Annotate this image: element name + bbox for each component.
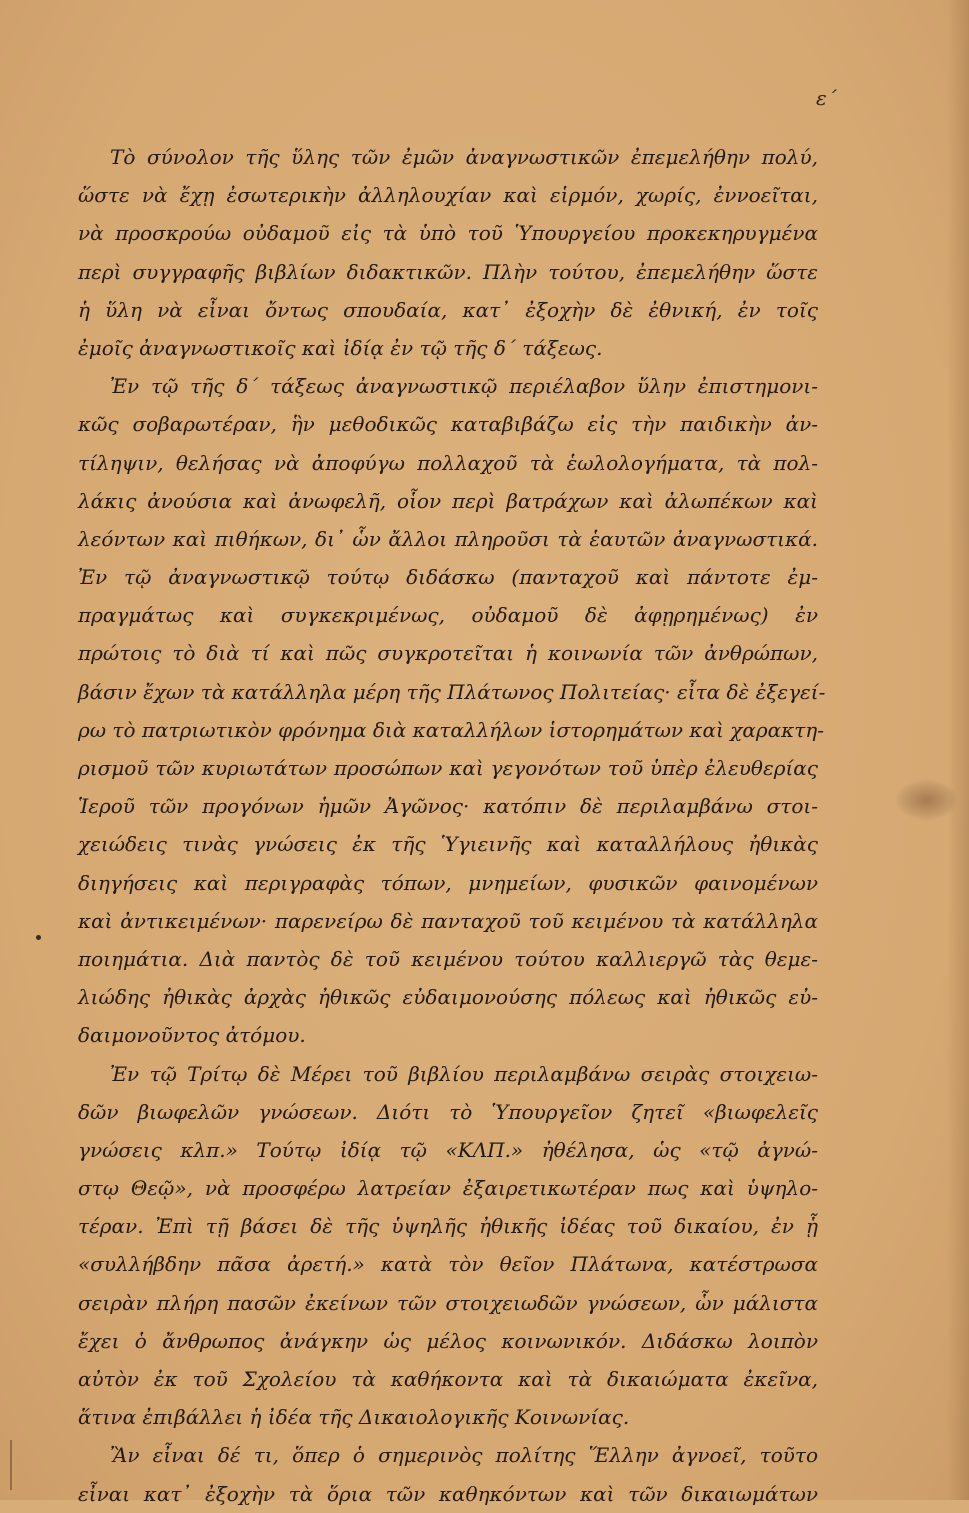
text-line: κῶς σοβαρωτέραν, ἣν μεθοδικῶς καταβιβάζω εἰς τὴν παιδικὴν ἀν- xyxy=(78,412,818,437)
text-line: Ἂν εἶναι δέ τι, ὅπερ ὁ σημερινὸς πολίτης Ἕλλην ἀγνοεῖ, τοῦτο xyxy=(110,1443,818,1468)
text-line: βάσιν ἔχων τὰ κατάλληλα μέρη τῆς Πλάτωνος Πολιτείας· εἶτα δὲ ἐξεγεί- xyxy=(78,679,826,704)
margin-mark xyxy=(10,1440,18,1490)
text-line: ὥστε νὰ ἔχῃ ἐσωτερικὴν ἀλληλουχίαν καὶ εἱρμόν, χωρίς, ἐννοεῖται, xyxy=(78,183,818,208)
page-edge-shadow xyxy=(947,0,969,1500)
text-line: πραγμάτως καὶ συγκεκριμένως, οὐδαμοῦ δὲ ἀφῃρημένως) ἐν xyxy=(78,603,818,628)
text-line: σειρὰν πλήρη πασῶν ἐκείνων τῶν στοιχειωδῶν γνώσεων, ὧν μάλιστα xyxy=(78,1290,818,1315)
text-line: λάκις ἀνούσια καὶ ἀνωφελῆ, οἷον περὶ βατράχων καὶ ἀλωπέκων καὶ xyxy=(78,488,818,513)
text-line: χειώδεις τινὰς γνώσεις ἐκ τῆς Ὑγιεινῆς καὶ καταλλήλους ἠθικὰς xyxy=(78,832,818,857)
text-line: λιώδης ἠθικὰς ἀρχὰς ἠθικῶς εὐδαιμονούσης πόλεως καὶ ἠθικῶς εὐ- xyxy=(78,985,818,1010)
text-line: δαιμονοῦντος ἀτόμου. xyxy=(78,1023,306,1048)
paper-stain xyxy=(896,780,958,820)
body-text xyxy=(78,138,826,1513)
text-line: στῳ Θεῷ», νὰ προσφέρω λατρείαν ἐξαιρετικωτέραν πως καὶ ὑψηλο- xyxy=(78,1176,818,1201)
ink-dot xyxy=(36,935,41,940)
text-line: Ἐν τῷ Τρίτῳ δὲ Μέρει τοῦ βιβλίου περιλαμβάνω σειρὰς στοιχειω- xyxy=(110,1061,818,1086)
text-line: «συλλήβδην πᾶσα ἀρετή.» κατὰ τὸν θεῖον Πλάτωνα, κατέστρωσα xyxy=(78,1252,818,1277)
text-line: δῶν βιωφελῶν γνώσεων. Διότι τὸ Ὑπουργεῖον ζητεῖ «βιωφελεῖς xyxy=(78,1099,818,1124)
text-line: λεόντων καὶ πιθήκων, δι᾿ ὧν ἄλλοι πληροῦσι τὰ ἑαυτῶν ἀναγνωστικά. xyxy=(78,526,818,551)
text-line: αὐτὸν ἐκ τοῦ Σχολείου τὰ καθήκοντα καὶ τὰ δικαιώματα ἐκεῖνα, xyxy=(78,1367,818,1391)
text-line: Ἐν τῷ τῆς δ΄ τάξεως ἀναγνωστικῷ περιέλαβον ὕλην ἐπιστημονι- xyxy=(110,374,818,399)
text-line: διηγήσεις καὶ περιγραφὰς τόπων, μνημείων, φυσικῶν φαινομένων xyxy=(78,870,818,895)
text-line: περὶ συγγραφῆς βιβλίων διδακτικῶν. Πλὴν τούτου, ἐπεμελήθην ὥστε xyxy=(78,259,818,284)
text-line: Τὸ σύνολον τῆς ὕλης τῶν ἐμῶν ἀναγνωστικῶν ἐπεμελήθην πολύ, xyxy=(110,145,818,169)
text-line: ρω τὸ πατριωτικὸν φρόνημα διὰ καταλλήλων ἱστορημάτων καὶ χαρακτη- xyxy=(78,717,825,742)
text-line: ἐμοῖς ἀναγνωστικοῖς καὶ ἰδίᾳ ἐν τῷ τῆς δ΄ τάξεως. xyxy=(78,335,603,360)
text-line: τίληψιν, θελήσας νὰ ἀποφύγω πολλαχοῦ τὰ ἑωλολογήματα, τὰ πολ- xyxy=(78,450,818,475)
text-line: πρώτοις τὸ διὰ τί καὶ πῶς συγκροτεῖται ἡ κοινωνία τῶν ἀνθρώπων, xyxy=(78,641,818,666)
text-line: τέραν. Ἐπὶ τῇ βάσει δὲ τῆς ὑψηλῆς ἠθικῆς ἰδέας τοῦ δικαίου, ἐν ᾗ xyxy=(78,1214,818,1239)
text-line: Ἱεροῦ τῶν προγόνων ἡμῶν Ἀγῶνος· κατόπιν δὲ περιλαμβάνω στοι- xyxy=(78,794,818,819)
text-line: ἅτινα ἐπιβάλλει ἡ ἰδέα τῆς Δικαιολογικῆς Κοινωνίας. xyxy=(78,1405,630,1430)
page-number: ε΄ xyxy=(816,86,837,110)
text-line: ποιημάτια. Διὰ παντὸς δὲ τοῦ κειμένου τούτου καλλιεργῶ τὰς θεμε- xyxy=(78,946,818,971)
text-line: ἔχει ὁ ἄνθρωπος ἀνάγκην ὡς μέλος κοινωνικόν. Διδάσκω λοιπὸν xyxy=(78,1328,818,1353)
text-line: ρισμοῦ τῶν κυριωτάτων προσώπων καὶ γεγονότων τοῦ ὑπὲρ ἐλευθερίας xyxy=(78,756,818,780)
text-line: εἶναι κατ᾿ ἐξοχὴν τὰ ὅρια τῶν καθηκόντων καὶ τῶν δικαιωμάτων xyxy=(78,1481,818,1506)
text-line: καὶ ἀντικειμένων· παρενείρω δὲ πανταχοῦ τοῦ κειμένου τὰ κατάλληλα xyxy=(78,908,818,933)
text-line: Ἐν τῷ ἀναγνωστικῷ τούτῳ διδάσκω (πανταχοῦ καὶ πάντοτε ἐμ- xyxy=(78,565,818,590)
text-line: ἡ ὕλη νὰ εἶναι ὄντως σπουδαία, κατ᾿ ἐξοχὴν δὲ ἐθνική, ἐν τοῖς xyxy=(78,297,818,322)
text-line: νὰ προσκρούω οὐδαμοῦ εἰς τὰ ὑπὸ τοῦ Ὑπουργείου προκεκηρυγμένα xyxy=(78,221,818,246)
text-line: γνώσεις κλπ.» Τούτῳ ἰδίᾳ τῷ «ΚΛΠ.» ἠθέλησα, ὡς «τῷ ἀγνώ- xyxy=(78,1137,818,1162)
